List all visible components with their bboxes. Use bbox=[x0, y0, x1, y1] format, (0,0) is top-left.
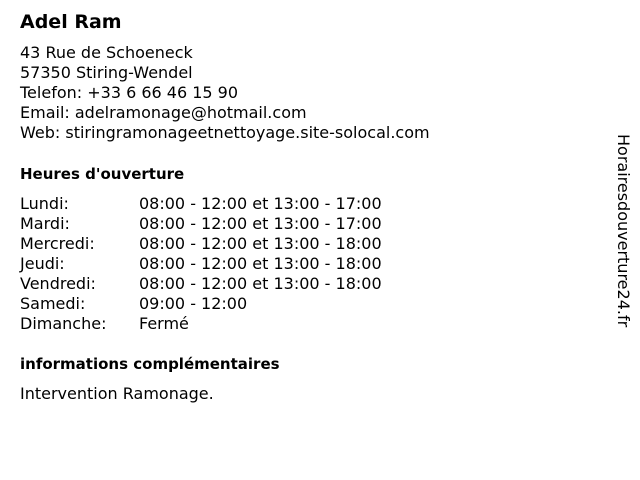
day-label: Samedi: bbox=[20, 294, 86, 313]
hours-row-thursday bbox=[20, 254, 440, 274]
hours-row-friday bbox=[20, 274, 440, 294]
contact-block bbox=[20, 43, 430, 143]
site-watermark: Horairesdouverture24.fr bbox=[614, 134, 633, 328]
time-range: 08:00 - 12:00 et 13:00 - 18:00 bbox=[139, 274, 382, 293]
additional-info-text: Intervention Ramonage. bbox=[20, 384, 214, 403]
hours-row-wednesday bbox=[20, 234, 440, 254]
phone-number: Telefon: +33 6 66 46 15 90 bbox=[20, 83, 239, 102]
hours-row-saturday bbox=[20, 294, 440, 314]
day-label: Mercredi: bbox=[20, 234, 95, 253]
additional-info-heading: informations complémentaires bbox=[20, 355, 280, 373]
website-url: Web: stiringramonageetnettoyage.site-solocal.com bbox=[20, 123, 430, 142]
opening-hours-heading: Heures d'ouverture bbox=[20, 165, 185, 183]
day-label: Vendredi: bbox=[20, 274, 96, 293]
time-range: 09:00 - 12:00 bbox=[139, 294, 248, 313]
business-name: Adel Ram bbox=[20, 11, 122, 33]
address-street: 43 Rue de Schoeneck bbox=[20, 43, 193, 62]
time-range: 08:00 - 12:00 et 13:00 - 18:00 bbox=[139, 234, 382, 253]
hours-row-tuesday bbox=[20, 214, 440, 234]
email-address: Email: adelramonage@hotmail.com bbox=[20, 103, 307, 122]
day-label: Lundi: bbox=[20, 194, 69, 213]
time-range: 08:00 - 12:00 et 13:00 - 17:00 bbox=[139, 214, 382, 233]
hours-row-sunday bbox=[20, 314, 440, 334]
day-label: Jeudi: bbox=[20, 254, 65, 273]
time-range: Fermé bbox=[139, 314, 189, 333]
opening-hours-table bbox=[20, 194, 440, 334]
time-range: 08:00 - 12:00 et 13:00 - 18:00 bbox=[139, 254, 382, 273]
hours-row-monday bbox=[20, 194, 440, 214]
day-label: Mardi: bbox=[20, 214, 70, 233]
address-city: 57350 Stiring-Wendel bbox=[20, 63, 193, 82]
time-range: 08:00 - 12:00 et 13:00 - 17:00 bbox=[139, 194, 382, 213]
day-label: Dimanche: bbox=[20, 314, 107, 333]
